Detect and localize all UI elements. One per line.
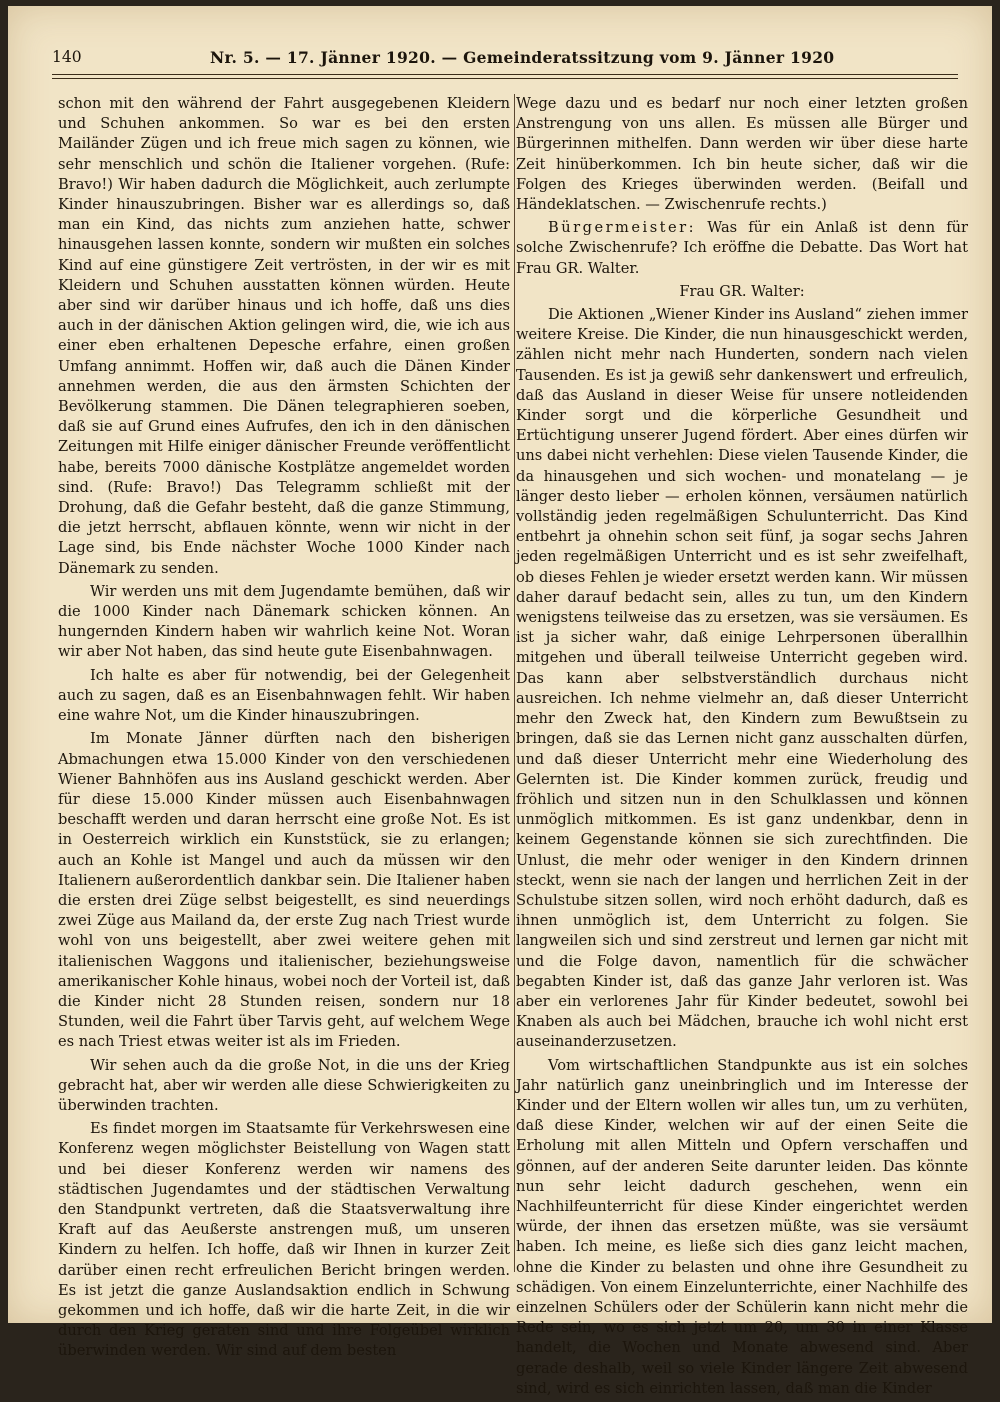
paragraph: Im Monate Jänner dürften nach den bisherigen Abmachungen etwa 15.000 Kinder von den verschiedenen Wiener Bahnhöfen aus ins Ausland geschickt werden. Aber für diese 15.000 Kinder müssen auch Eisenbahnwagen beschafft werden und daran herrscht eine große Not. Es ist in Oesterreich wirklich ein Kunststück, sie zu erlangen; auch an Kohle ist Mangel und auch da müssen wir den Italienern außerordentlich dankbar sein. Die Italiener haben die ersten drei Züge selbst beigestellt, es sind neuerdings zwei Züge aus Mailand da, der erste Zug nach Triest wurde wohl von uns beigestellt, aber zwei weitere gehen mit italienischen Waggons und italienischer, beziehungsweise amerikanischer Kohle hinaus, wobei noch der Vorteil ist, daß die Kinder nicht 28 Stunden reisen, sondern nur 18 Stunden, weil die Fahrt über Tarvis geht, auf welchem Wege es nach Triest etwas weiter ist als im Frieden. [58, 730, 510, 1051]
mayor-text: Was für ein Anlaß ist denn für solche Zwischenrufe? Ich eröffne die Debatte. Das Wort hat Frau GR. Walter. [516, 219, 968, 277]
mayor-statement [516, 218, 968, 279]
header-rule [52, 74, 958, 79]
newspaper-page [8, 6, 992, 1397]
page-number: 140 [52, 48, 82, 66]
paragraph: Es findet morgen im Staatsamte für Verkehrswesen eine Konferenz wegen möglichster Beistellung von Wagen statt und bei dieser Konferenz werden wir namens des städtischen Jugendamtes und der städtischen Verwaltung den Standpunkt vertreten, daß die Staatsverwaltung ihre Kraft auf das Aeußerste anstrengen muß, um unseren Kindern zu helfen. Ich hoffe, daß wir Ihnen in kurzer Zeit darüber einen recht erfreulichen Bericht bringen werden. Es ist jetzt die ganze Auslandsaktion endlich in Schwung gekommen und ich hoffe, daß wir die harte Zeit, in die wir durch den Krieg geraten sind und ihre Folgeübel wirklich überwinden werden. Wir sind auf dem besten [58, 1120, 510, 1360]
paragraph: Vom wirtschaftlichen Standpunkte aus ist ein solches Jahr natürlich ganz uneinbringlich und im Interesse der Kinder und der Eltern wollen wir alles tun, um zu verhüten, daß diese Kinder, welchen wir auf der einen Seite die Erholung mit allen Mitteln und Opfern verschaffen und gönnen, auf der anderen Seite darunter leiden. Das könnte nun sehr leicht dadurch geschehen, wenn ein Nachhilfeunterricht für diese Kinder eingerichtet werden würde, der ihnen das ersetzen müßte, was sie versäumt haben. Ich meine, es ließe sich dies ganz leicht machen, ohne die Kinder zu belasten und ohne ihre Gesundheit zu schädigen. Von einem Einzelunterrichte, einer Nachhilfe des einzelnen Schülers oder der Schülerin kann nicht mehr die Rede sein, wo es sich jetzt um 20, um 30 in einer Klasse handelt, die Wochen und Monate abwesend sind. Aber gerade deshalb, weil so viele Kinder längere Zeit abwesend sind, wird es sich einrichten lassen, daß man die Kinder [516, 1056, 968, 1397]
column-divider [514, 94, 515, 1272]
paragraph: Wir werden uns mit dem Jugendamte bemühen, daß wir die 1000 Kinder nach Dänemark schicken können. An hungernden Kindern haben wir wahrlich keine Not. Woran wir aber Not haben, das sind heute gute Eisenbahnwagen. [58, 582, 510, 661]
speaker-heading: Frau GR. Walter: [679, 282, 805, 300]
paragraph: Ich halte es aber für notwendig, bei der Gelegenheit auch zu sagen, daß es an Eisenbahnwagen fehlt. Wir haben eine wahre Not, um die Kinder hinauszubringen. [58, 666, 510, 725]
page-header [52, 46, 958, 72]
paragraph: Wege dazu und es bedarf nur noch einer letzten großen Anstrengung von uns allen. Es müssen alle Bürger und Bürgerinnen mithelfen. Dann werden wir über diese harte Zeit hinüberkommen. Ich bin heute sicher, daß wir die Folgen des Krieges überwinden werden. (Beifall und Händeklatschen. — Zwischenrufe rechts.) [516, 95, 968, 214]
speaker-label-mayor: Bürgermeister: [548, 219, 697, 237]
paragraph: Die Aktionen „Wiener Kinder ins Ausland“ ziehen immer weitere Kreise. Die Kinder, die nun hinausgeschickt werden, zählen nicht mehr nach Hunderten, sondern nach vielen Tausenden. Es ist ja gewiß sehr dankenswert und erfreulich, daß das Ausland in dieser Weise für unsere notleidenden Kinder sorgt und die körperliche Gesundheit und Ertüchtigung unserer Jugend fördert. Aber eines dürfen wir uns dabei nicht verhehlen: Diese vielen Tausende Kinder, die da hinausgehen und sich wochen- und monatelang — je länger desto lieber — erholen können, versäumen natürlich vollständig jeden regelmäßigen Schulunterricht. Das Kind entbehrt ja ohnehin schon seit fünf, ja sogar sechs Jahren jeden regelmäßigen Unterricht und es ist sehr zweifelhaft, ob dieses Fehlen je wieder ersetzt werden kann. Wir müssen daher darauf bedacht sein, alles zu tun, um den Kindern wenigstens teilweise das zu ersetzen, was sie versäumen. Es ist ja sicher wahr, daß einige Lehrpersonen überallhin mitgehen und überall teilweise Unterricht gegeben wird. Das kann aber selbstverständlich durchaus nicht ausreichen. Ich nehme vielmehr an, daß dieser Unterricht mehr den Zweck hat, den Kindern zum Bewußtsein zu bringen, daß sie das Lernen nicht ganz ausschalten dürfen, und daß dieser Unterricht mehr eine Wiederholung des Gelernten ist. Die Kinder kommen zurück, freudig und fröhlich und sitzen nun in den Schulklassen und können unmöglich mitkommen. Es ist ganz undenkbar, denn in keinem Gegenstande können sie sich zurechtfinden. Die Unlust, die mehr oder weniger in den Kindern drinnen steckt, wenn sie nach der langen und herrlichen Zeit in der Schulstube sitzen sollen, wird noch erhöht dadurch, daß es ihnen unmöglich ist, dem Unterricht zu folgen. Sie langweilen sich und sind zerstreut und lernen gar nicht mit und die Folge davon, namentlich für die schwächer begabten Kinder ist, daß das ganze Jahr verloren ist. Was aber ein verlorenes Jahr für Kinder bedeutet, sowohl bei Knaben als auch bei Mädchen, brauche ich wohl nicht erst auseinanderzusetzen. [516, 306, 968, 1051]
right-column [516, 94, 968, 1402]
running-title: Nr. 5. — 17. Jänner 1920. — Gemeinderatssitzung vom 9. Jänner 1920 [210, 48, 835, 67]
left-column [58, 94, 510, 1365]
paragraph: Wir sehen auch da die große Not, in die uns der Krieg gebracht hat, aber wir werden alle diese Schwierigkeiten zu überwinden trachten. [58, 1056, 510, 1114]
paragraph: schon mit den während der Fahrt ausgegebenen Kleidern und Schuhen ankommen. So war es bei den ersten Mailänder Zügen und ich freue mich sagen zu können, wie sehr menschlich und schön die Italiener vorgehen. (Rufe: Bravo!) Wir haben dadurch die Möglichkeit, auch zerlumpte Kinder hinauszubringen. Bisher war es allerdings so, daß man ein Kind, das nichts zum anziehen hatte, schwer hinausgehen lassen konnte, sondern wir mußten ein solches Kind auf eine günstigere Zeit vertrösten, in der wir es mit Kleidern und Schuhen ausstatten können würden. Heute aber sind wir darüber hinaus und ich hoffe, daß uns dies auch in der dänischen Aktion gelingen wird, die, wie ich aus einer eben erhaltenen Depesche erfahre, einen großen Umfang annimmt. Hoffen wir, daß auch die Dänen Kinder annehmen werden, die aus den ärmsten Schichten der Bevölkerung stammen. Die Dänen telegraphieren soeben, daß sie auf Grund eines Aufrufes, den ich in den dänischen Zeitungen mit Hilfe einiger dänischer Freunde veröffentlicht habe, bereits 7000 dänische Kostplätze angemeldet worden sind. (Rufe: Bravo!) Das Telegramm schließt mit der Drohung, daß die Gefahr besteht, daß die ganze Stimmung, die jetzt herrscht, abflauen könnte, wenn wir nicht in der Lage sind, bis Ende nächster Woche 1000 Kinder nach Dänemark zu senden. [58, 95, 510, 577]
